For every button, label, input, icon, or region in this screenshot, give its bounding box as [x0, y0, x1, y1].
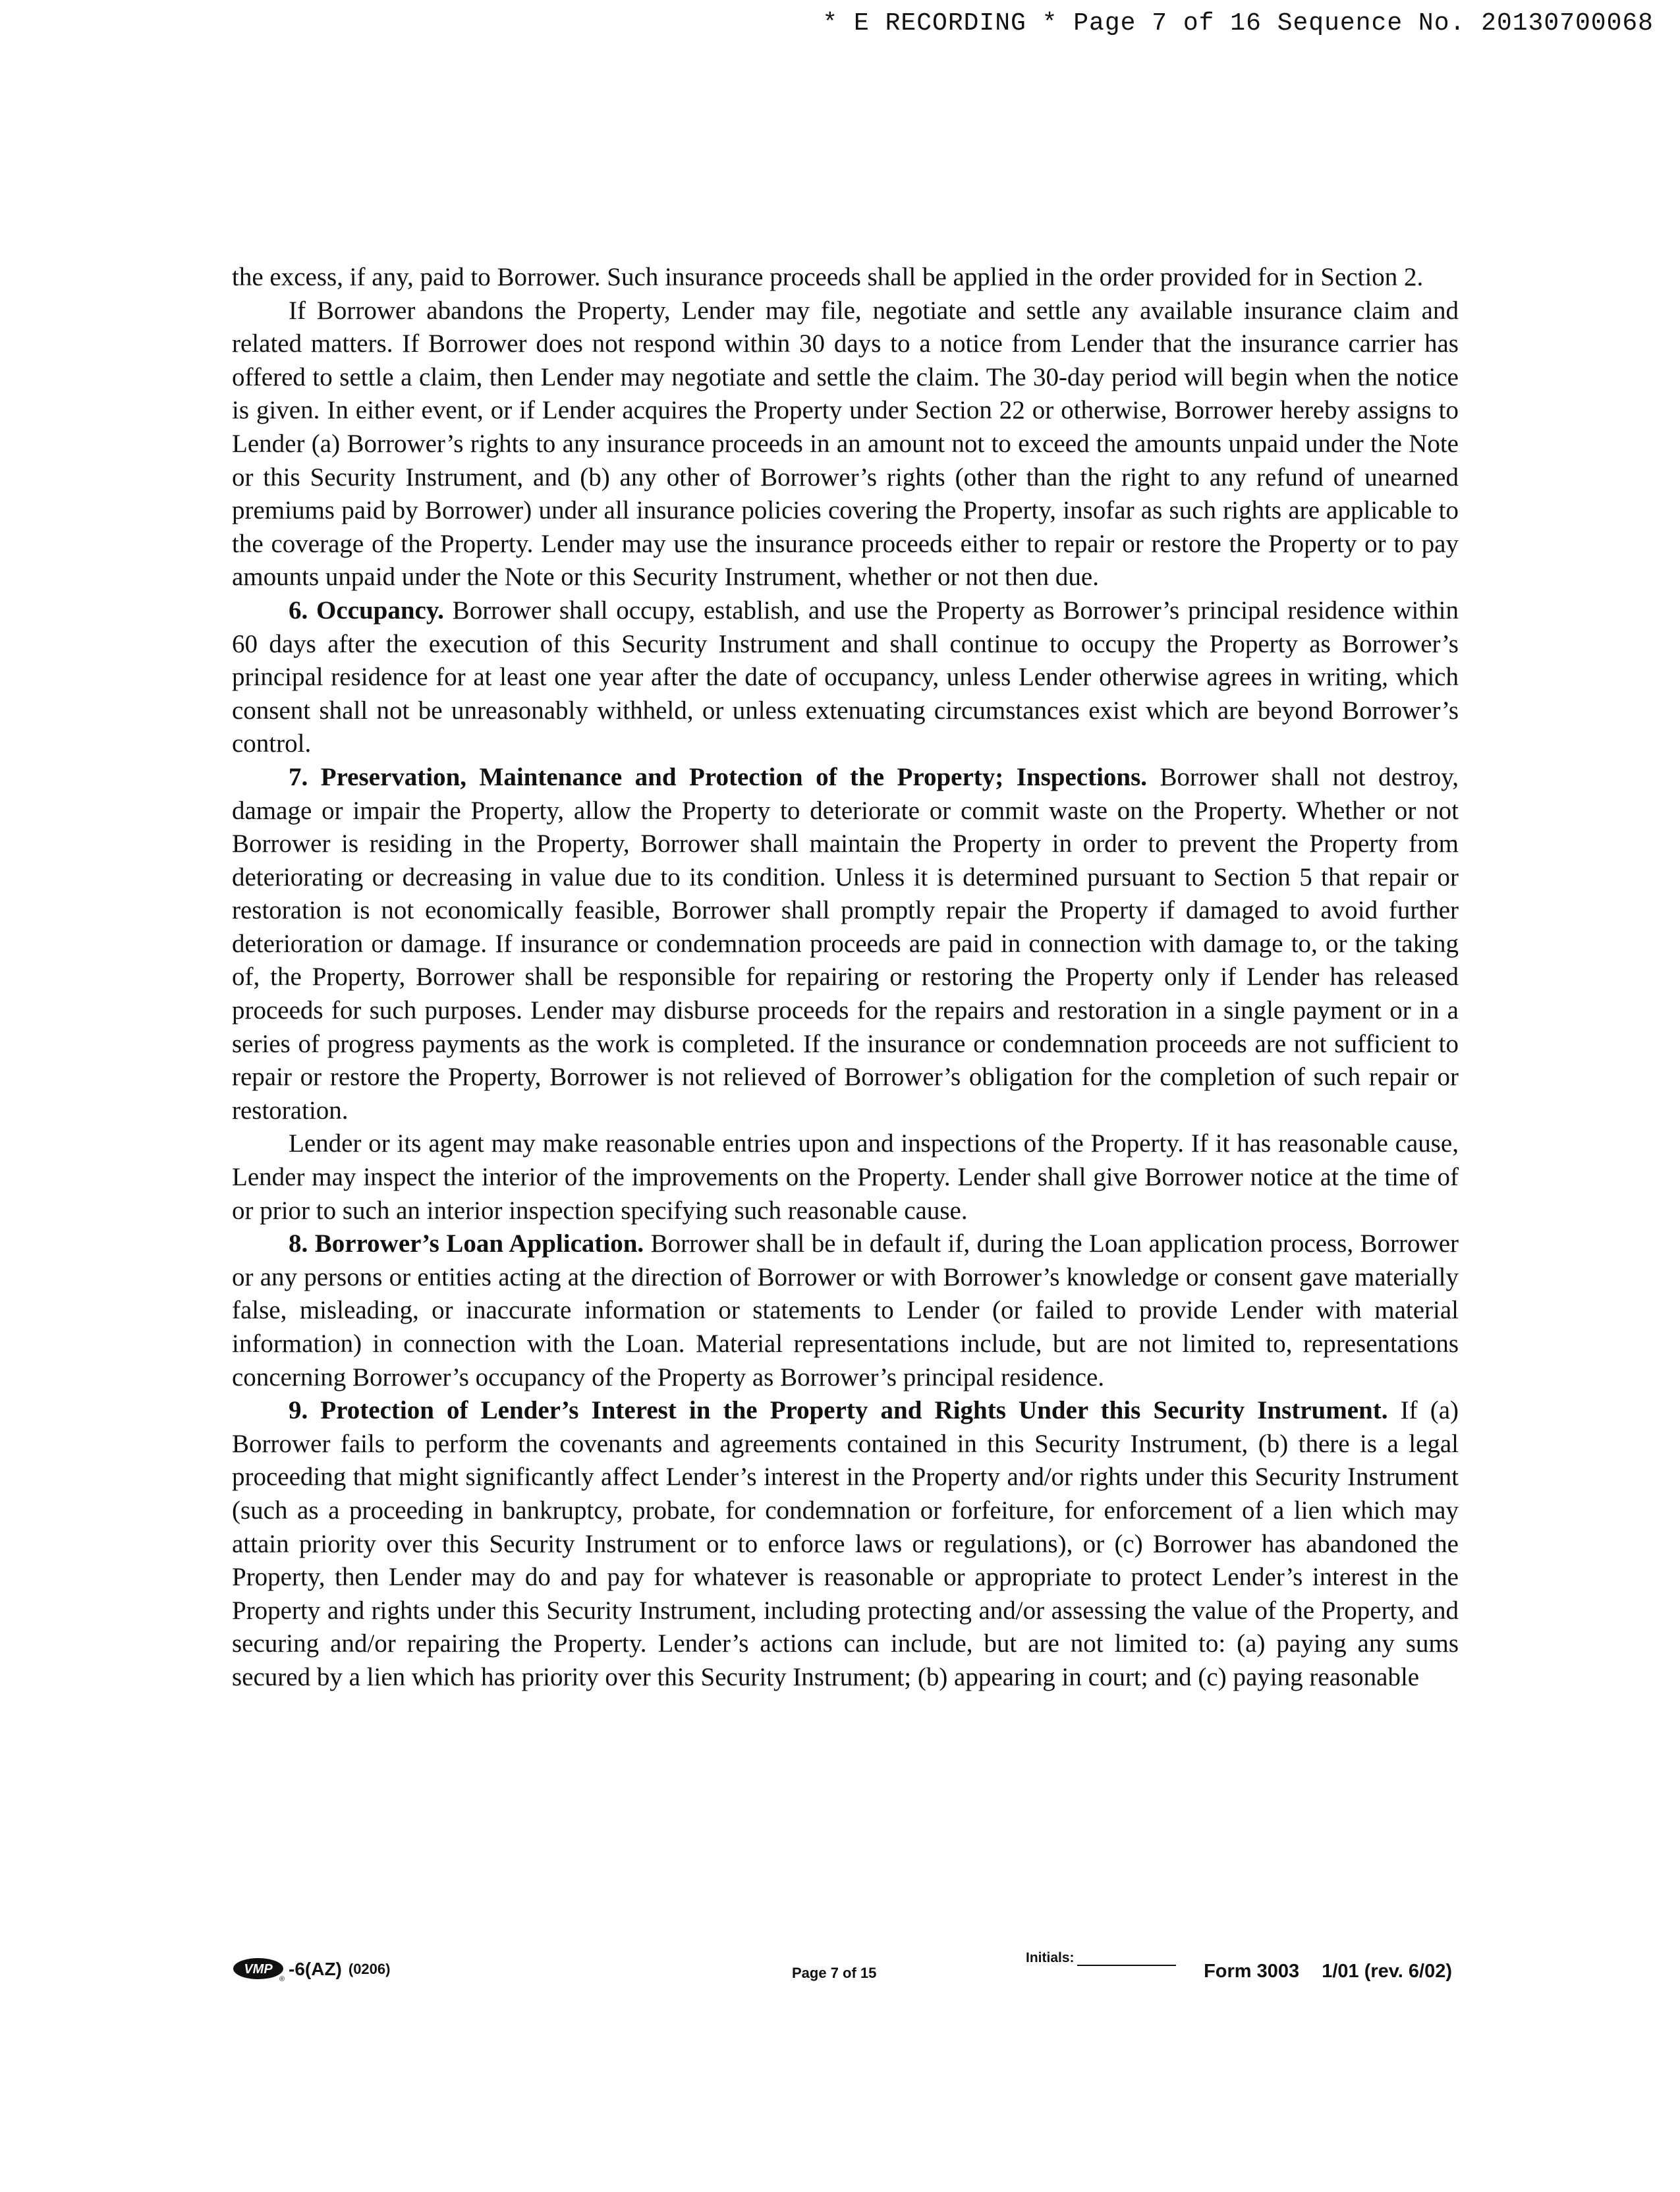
recording-header: * E RECORDING * Page 7 of 16 Sequence No. 20130700068	[822, 9, 1654, 38]
section-7-text: Borrower shall not destroy, damage or impair the Property, allow the Property to deteriorate or commit waste on the Property. Whether or not Borrower is residing in the Property, Borrower shall maintain the Property in order to prevent the Property from deteriorating or decreasing in value due to its condition. Unless it is determined pursuant to Section 5 that repair or restoration is not economically feasible, Borrower shall promptly repair the Property if damaged to avoid further deterioration or damage. If insurance or condemnation proceeds are paid in connection with damage to, or the taking of, the Property, Borrower shall be responsible for repairing or restoring the Property only if Lender has released proceeds for such purposes. Lender may disburse proceeds for the repairs and restoration in a single payment or in a series of progress payments as the work is completed. If the insurance or condemnation proceeds are not sufficient to repair or restore the Property, Borrower is not relieved of Borrower’s obligation for the completion of such repair or restoration.	[232, 762, 1459, 1125]
registered-mark: ®	[279, 1975, 285, 1982]
vmp-logo-icon	[232, 1957, 287, 1982]
page-footer	[232, 1950, 1459, 2003]
section-8-text: Borrower shall be in default if, during the Loan application process, Borrower or any persons or entities acting at the direction of Borrower or with Borrower’s knowledge or consent gave materially false, misleading, or inaccurate information or statements to Lender (or failed to provide Lender with material information) in connection with the Loan. Material representations include, but are not limited to, representations concerning Borrower’s occupancy of the Property as Borrower’s principal residence.	[232, 1229, 1459, 1391]
form-number-label: Form 3003	[1204, 1961, 1300, 1982]
section-7-inspections: Lender or its agent may make reasonable entries upon and inspections of the Property. If it has reasonable cause, Lender may inspect the interior of the improvements on the Property. Lender shall give Borrower notice at the time of or prior to such an interior inspection specifying such reasonable cause.	[232, 1129, 1459, 1225]
section-9-heading: 9. Protection of Lender’s Interest in the Property and Rights Under this Security Instrument.	[289, 1396, 1388, 1425]
section-8-heading: 8. Borrower’s Loan Application.	[289, 1229, 644, 1258]
initials-line	[1077, 1950, 1176, 1966]
section-9-text: If (a) Borrower fails to perform the covenants and agreements contained in this Security Instrument, (b) there is a legal proceeding that might significantly affect Lender’s interest in the Property and/or rights under this Security Instrument (such as a proceeding in bankruptcy, probate, for condemnation or forfeiture, for enforcement of a lien which may attain priority over this Security Instrument or to enforce laws or regulations), or (c) Borrower has abandoned the Property, then Lender may do and pay for whatever is reasonable or appropriate to protect Lender’s interest in the Property and rights under this Security Instrument, including protecting and/or assessing the value of the Property, and securing and/or repairing the Property. Lender’s actions can include, but are not limited to: (a) paying any sums secured by a lien which has priority over this Security Instrument; (b) appearing in court; and (c) paying reasonable	[232, 1396, 1459, 1691]
paragraph-insurance-proceeds: the excess, if any, paid to Borrower. Such insurance proceeds shall be applied in the order provided for in Section 2.	[232, 263, 1424, 291]
section-8-loan-application	[232, 1227, 1459, 1394]
form-code: -6(AZ)	[289, 1959, 342, 1979]
paragraph-abandonment: If Borrower abandons the Property, Lender may file, negotiate and settle any available insurance claim and related matters. If Borrower does not respond within 30 days to a notice from Lender that the insurance carrier has offered to settle a claim, then Lender may negotiate and settle the claim. The 30-day period will begin when the notice is given. In either event, or if Lender acquires the Property under Section 22 or otherwise, Borrower hereby assigns to Lender (a) Borrower’s rights to any insurance proceeds in an amount not to exceed the amounts unpaid under the Note or this Security Instrument, and (b) any other of Borrower’s rights (other than the right to any refund of unearned premiums paid by Borrower) under all insurance policies covering the Property, insofar as such rights are applicable to the coverage of the Property. Lender may use the insurance proceeds either to repair or restore the Property or to pay amounts unpaid under the Note or this Security Instrument, whether or not then due.	[232, 296, 1459, 592]
section-6-occupancy	[232, 594, 1459, 761]
form-id	[232, 1957, 390, 1982]
initials-label: Initials:	[1026, 1950, 1075, 1965]
initials-field	[1026, 1950, 1176, 1966]
form-date-code: (0206)	[348, 1961, 391, 1977]
section-7-preservation	[232, 761, 1459, 1128]
form-number	[1204, 1961, 1452, 1982]
form-revision: 1/01 (rev. 6/02)	[1322, 1961, 1452, 1982]
section-6-text: Borrower shall occupy, establish, and use the Property as Borrower’s principal residence within 60 days after the execution of this Security Instrument and shall continue to occupy the Property as Borrower’s principal residence for at least one year after the date of occupancy, unless Lender otherwise agrees in writing, which consent shall not be unreasonably withheld, or unless extenuating circumstances exist which are beyond Borrower’s control.	[232, 596, 1459, 758]
section-7-heading: 7. Preservation, Maintenance and Protection of the Property; Inspections.	[289, 762, 1148, 791]
page-number: Page 7 of 15	[792, 1965, 877, 1981]
section-6-heading: 6. Occupancy.	[289, 596, 444, 625]
vmp-logo-text: VMP	[244, 1962, 273, 1977]
section-9-protection	[232, 1394, 1459, 1694]
document-body	[232, 261, 1459, 1695]
